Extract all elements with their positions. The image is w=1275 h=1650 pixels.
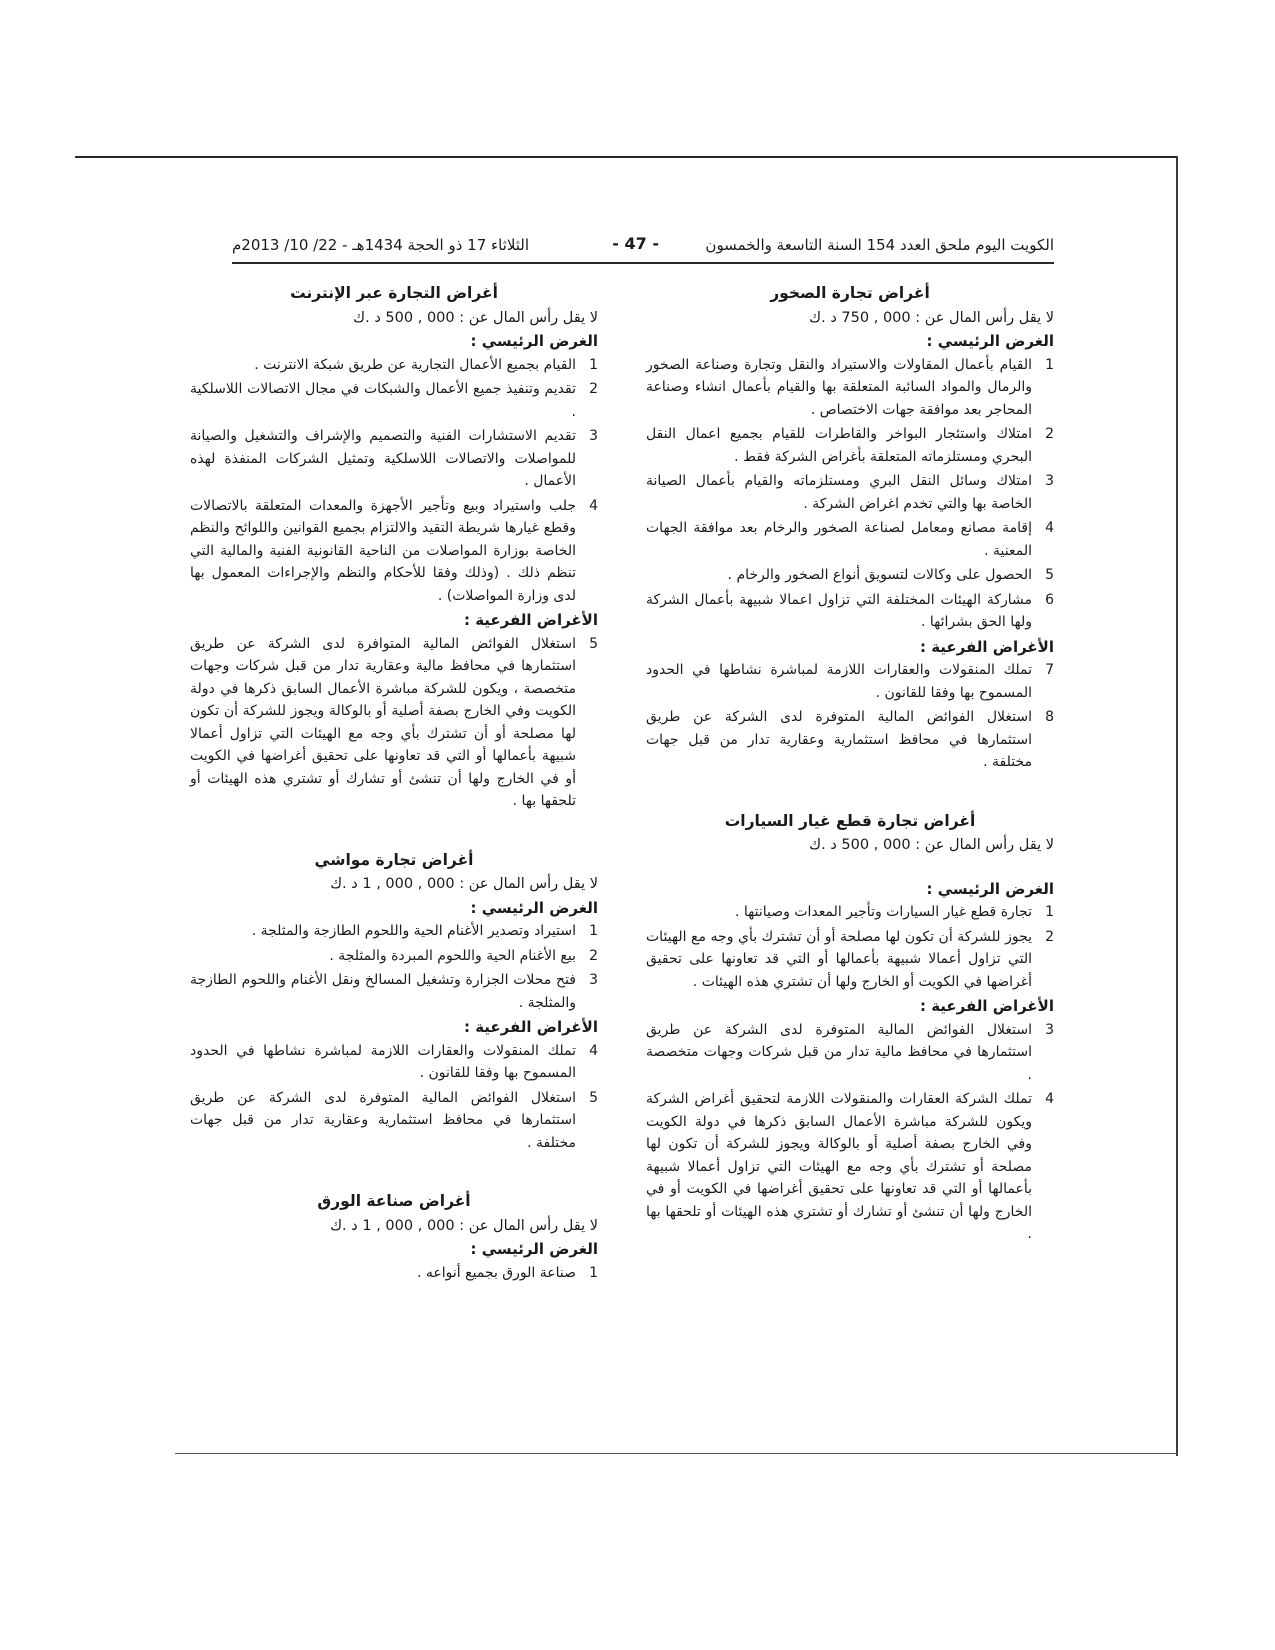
- sub-purpose-list: [190, 633, 598, 813]
- sub-purpose-heading: الأغراض الفرعية :: [463, 611, 598, 629]
- main-purpose-list: [190, 1262, 598, 1285]
- list-item: 2 تقديم وتنفيذ جميع الأعمال والشبكات في مجال الاتصالات اللاسلكية .: [190, 381, 598, 420]
- column-left: [190, 282, 598, 1286]
- main-purpose-list: [646, 901, 1054, 993]
- section-gap: [190, 815, 598, 849]
- section-gap: [646, 776, 1054, 810]
- capital-requirement: لا يقل رأس المال عن : 000 , 000 , 1 د .ك: [330, 1217, 598, 1234]
- section-title: أغراض تجارة قطع غيار السيارات: [724, 811, 976, 830]
- list-item: 5 استغلال الفوائض المالية المتوفرة لدى الشركة عن طريق استثمارها في محافظ استثمارية وعقارية تدار من قبل جهات مختلفة .: [190, 1089, 598, 1151]
- sub-purpose-heading: الأغراض الفرعية :: [463, 1018, 598, 1036]
- list-item: 1 القيام بأعمال المقاولات والاستيراد والنقل وتجارة وصناعة الصخور والرمال والمواد السائبة المتعلقة بها والقيام بأعمال انشاء وصناعة المحاجر بعد موافقة جهات الاختصاص .: [646, 356, 1054, 418]
- section-title: أغراض التجارة عبر الإنترنت: [290, 284, 498, 302]
- list-item: 4 جلب واستيراد وبيع وتأجير الأجهزة والمعدات المتعلقة بالاتصالات وقطع غيارها شريطة التقيد والالتزام بجميع القوانين واللوائح والنظم الخاصة بوزارة المواصلات من الناحية القانونية الفنية والمالية التي تنظم ذلك . (وذلك وفقا للأحكام والنظم والإجراءات المعمول بها لدى وزارة المواصلات) .: [190, 497, 598, 604]
- list-item: 1 صناعة الورق بجميع أنواعه .: [417, 1264, 598, 1281]
- list-item: 2 امتلاك واستئجار البواخر والقاطرات للقيام بجميع اعمال النقل البحري ومستلزماته المتعلقة بأغراض الشركة فقط .: [646, 426, 1054, 465]
- sub-purpose-list: [190, 1040, 598, 1155]
- main-purpose-list: [646, 354, 1054, 634]
- capital-requirement: لا يقل رأس المال عن : 000 , 750 د .ك: [809, 309, 1054, 326]
- main-purpose-heading: الغرض الرئيسي :: [470, 898, 598, 917]
- scan-edge-right: [1176, 156, 1178, 1456]
- list-item: 5 الحصول على وكالات لتسويق أنواع الصخور والرخام .: [727, 567, 1054, 583]
- list-item: 3 استغلال الفوائض المالية المتوفرة لدى الشركة عن طريق استثمارها في محافظ مالية تدار من قبل شركات وجهات متخصصة .: [646, 1021, 1054, 1083]
- list-item: 4 تملك الشركة العقارات والمنقولات اللازمة لتحقيق أغراض الشركة ويكون للشركة مباشرة الأعمال السابق ذكرها في دولة الكويت وفي الخارج بصفة أصلية أو بالوكالة ويجوز للشركة أن تكون لها مصلحة أو تشترك بأي وجه مع الهيئات التي تزاول أعمالا شبيهة بأعمالها أو التي قد تعاونها على تحقيق أغراضها في الكويت أو في الخارج ولها أن تنشئ أو تشارك أو تشتري هذه الهيئات أو تلحقها بها .: [646, 1091, 1054, 1242]
- main-purpose-heading: الغرض الرئيسي :: [926, 332, 1054, 350]
- column-right: [646, 282, 1054, 1248]
- section-title: أغراض تجارة مواشي: [314, 850, 474, 869]
- page-header: [232, 232, 1054, 260]
- capital-requirement: لا يقل رأس المال عن : 000 , 000 , 1 د .ك: [330, 876, 598, 892]
- capital-requirement: لا يقل رأس المال عن : 000 , 500 د .ك: [809, 837, 1054, 853]
- list-item: 1 استيراد وتصدير الأغنام الحية واللحوم الطازجة والمثلجة .: [251, 923, 598, 939]
- list-item: 3 امتلاك وسائل النقل البري ومستلزماته والقيام بأعمال الصيانة الخاصة بها والتي تخدم اغراض الشركة .: [646, 473, 1054, 512]
- sub-purpose-list: [646, 1019, 1054, 1246]
- section-rocks-trade: [646, 282, 1054, 774]
- list-item: 1 القيام بجميع الأعمال التجارية عن طريق شبكة الانترنت .: [254, 356, 598, 373]
- section-title: أغراض تجارة الصخور: [770, 284, 930, 302]
- list-item: 2 يجوز للشركة أن تكون لها مصلحة أو أن تشترك بأي وجه مع الهيئات التي تزاول أعمالا شبيهة بأعمالها أو التي قد تعاونها على تحقيق أغراضها في الكويت أو الخارج ولها أن تشتري هذه الهيئات .: [646, 928, 1054, 990]
- sub-purpose-list: [646, 659, 1054, 774]
- list-item: 4 تملك المنقولات والعقارات اللازمة لمباشرة نشاطها في الحدود المسموح بها وفقا للقانون .: [190, 1042, 598, 1081]
- section-car-parts-trade: [646, 810, 1054, 1246]
- sub-purpose-heading: الأغراض الفرعية :: [919, 997, 1054, 1015]
- header-date: الثلاثاء 17 ذو الحجة 1434هـ - 22/ 10/ 2013م: [232, 236, 530, 254]
- header-page-number: - 47 -: [612, 234, 659, 253]
- list-item: 4 إقامة مصانع ومعامل لصناعة الصخور والرخام بعد موافقة الجهات المعنية .: [646, 520, 1054, 559]
- header-publication: الكويت اليوم ملحق العدد 154 السنة التاسعة والخمسون: [705, 236, 1054, 254]
- main-purpose-heading: الغرض الرئيسي :: [926, 879, 1054, 898]
- list-item: 3 فتح محلات الجزارة وتشغيل المسالخ ونقل الأغنام واللحوم الطازجة والمثلجة .: [190, 972, 598, 1011]
- section-paper-industry: [190, 1190, 598, 1284]
- list-item: 1 تجارة قطع غيار السيارات وتأجير المعدات وصيانتها .: [735, 904, 1054, 920]
- list-item: 3 تقديم الاستشارات الفنية والتصميم والإشراف والتشغيل والصيانة للمواصلات والاتصالات اللاسلكية وتمثيل الشركات المنفذة لهذه الأعمال .: [190, 428, 598, 489]
- list-item: 7 تملك المنقولات والعقارات اللازمة لمباشرة نشاطها في الحدود المسموح بها وفقا للقانون .: [646, 662, 1054, 701]
- scan-edge-bottom: [175, 1453, 1178, 1454]
- capital-requirement: لا يقل رأس المال عن : 000 , 500 د .ك: [353, 309, 598, 326]
- header-rule: [232, 262, 1054, 264]
- section-title: أغراض صناعة الورق: [317, 1192, 471, 1210]
- main-purpose-list: [190, 920, 598, 1014]
- list-item: 5 استغلال الفوائض المالية المتوافرة لدى الشركة عن طريق استثمارها في محافظ مالية وعقارية تدار من قبل شركات وجهات متخصصة ، ويكون للشركة مباشرة الأعمال السابق ذكرها في دولة الكويت وفي الخارج بصفة أصلية أو بالوكالة ويجوز للشركة أن تكون لها مصلحة أو أن تشترك بأي وجه مع الهيئات التي تزاول أعمالا شبيهة بأعمالها أو التي قد تعاونها على تحقيق أغراضها في الكويت أو في الخارج ولها أن تنشئ أو تشارك أو تشتري هذه الهيئات أو تلحقها بها .: [190, 635, 598, 809]
- section-gap: [190, 1156, 598, 1190]
- list-item: 2 بيع الأغنام الحية واللحوم المبردة والمثلجة .: [329, 947, 598, 964]
- list-item: 6 مشاركة الهيئات المختلفة التي تزاول اعمالا شبيهة بأعمال الشركة ولها الحق بشرائها .: [646, 591, 1054, 630]
- sub-purpose-heading: الأغراض الفرعية :: [919, 637, 1054, 656]
- list-item: 8 استغلال الفوائض المالية المتوفرة لدى الشركة عن طريق استثمارها في محافظ استثمارية وعقارية تدار من قبل جهات مختلفة .: [646, 709, 1054, 770]
- spacer: [646, 858, 1054, 878]
- section-livestock-trade: [190, 849, 598, 1155]
- main-purpose-heading: الغرض الرئيسي :: [470, 1240, 598, 1258]
- main-purpose-heading: الغرض الرئيسي :: [470, 332, 598, 350]
- main-purpose-list: [190, 354, 598, 608]
- scan-edge-top: [75, 156, 1178, 158]
- section-internet-trade: [190, 282, 598, 813]
